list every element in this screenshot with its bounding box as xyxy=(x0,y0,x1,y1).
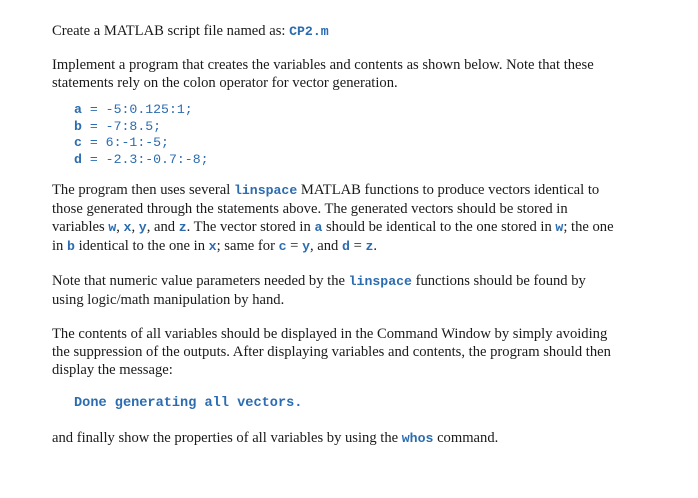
linspace-keyword: linspace xyxy=(348,274,412,289)
text-run: , and xyxy=(309,238,343,254)
text-run: = xyxy=(286,238,303,254)
whos-command: whos xyxy=(401,431,434,446)
code-var: c xyxy=(74,135,82,150)
var-c: c xyxy=(278,239,287,254)
text-run: ; the one xyxy=(563,219,614,235)
linspace-paragraph xyxy=(52,181,667,256)
code-expr: = -7:8.5; xyxy=(81,118,162,134)
var-z: z xyxy=(178,220,187,235)
var-x: x xyxy=(123,220,132,235)
code-line-d xyxy=(74,152,667,169)
final-paragraph xyxy=(52,429,667,448)
var-y: y xyxy=(302,239,310,254)
text-run: , xyxy=(131,219,139,235)
intro-paragraph xyxy=(52,56,667,92)
text-run: The program then uses several xyxy=(52,182,234,198)
script-filename: CP2.m xyxy=(289,24,329,39)
intro-line-2: statements rely on the colon operator for vector generation. xyxy=(52,75,398,91)
intro-line-1: Implement a program that creates the variables and contents as shown below. Note that these xyxy=(52,57,594,73)
var-w: w xyxy=(555,220,564,235)
text-run: and finally show the properties of all variables by using the xyxy=(52,430,402,446)
var-z: z xyxy=(365,239,374,254)
text-run: The contents of all variables should be displayed in the Command Window by simply avoiding xyxy=(52,326,608,342)
title-paragraph xyxy=(52,22,667,41)
code-var: a xyxy=(74,102,82,117)
var-b: b xyxy=(67,239,75,254)
code-expr: = -2.3:-0.7:-8; xyxy=(81,151,209,167)
var-y: y xyxy=(138,220,147,235)
text-run: in xyxy=(52,238,67,254)
var-w: w xyxy=(108,220,117,235)
text-run: functions should be found by xyxy=(411,273,586,289)
text-run: , xyxy=(116,219,124,235)
text-run: ; same for xyxy=(216,238,279,254)
display-paragraph xyxy=(52,325,667,379)
text-run: display the message: xyxy=(52,362,173,378)
note-paragraph xyxy=(52,272,667,309)
var-a: a xyxy=(314,220,323,235)
text-run: . xyxy=(373,238,378,254)
text-run: variables xyxy=(52,219,109,235)
text-run: , and xyxy=(146,219,179,235)
title-text: Create a MATLAB script file named as: xyxy=(52,23,290,39)
code-line-c xyxy=(74,135,667,152)
done-message: Done generating all vectors. xyxy=(74,396,303,411)
code-line-b xyxy=(74,119,667,136)
code-expr: = -5:0.125:1; xyxy=(81,102,193,117)
text-run: identical to the one in xyxy=(74,238,209,254)
text-run: = xyxy=(349,238,366,254)
text-run: . The vector stored in xyxy=(186,219,315,235)
assignment-document xyxy=(52,22,667,448)
code-expr: = 6:-1:-5; xyxy=(81,135,169,150)
text-run: the suppression of the outputs. After displaying variables and contents, the program should then xyxy=(52,344,611,360)
text-run: using logic/math manipulation by hand. xyxy=(52,292,285,308)
text-run: command. xyxy=(433,430,499,446)
var-x: x xyxy=(208,239,217,254)
code-var: b xyxy=(74,118,82,134)
text-run: Note that numeric value parameters needed by the xyxy=(52,273,349,289)
done-message-block xyxy=(74,393,667,413)
text-run: MATLAB functions to produce vectors identical to xyxy=(297,182,600,198)
colon-code-block xyxy=(74,102,667,168)
text-run: those generated through the statements above. The generated vectors should be stored in xyxy=(52,201,568,217)
code-line-a xyxy=(74,102,667,119)
linspace-keyword: linspace xyxy=(233,183,298,198)
var-d: d xyxy=(342,239,350,254)
code-var: d xyxy=(74,151,82,167)
text-run: should be identical to the one stored in xyxy=(322,219,556,235)
